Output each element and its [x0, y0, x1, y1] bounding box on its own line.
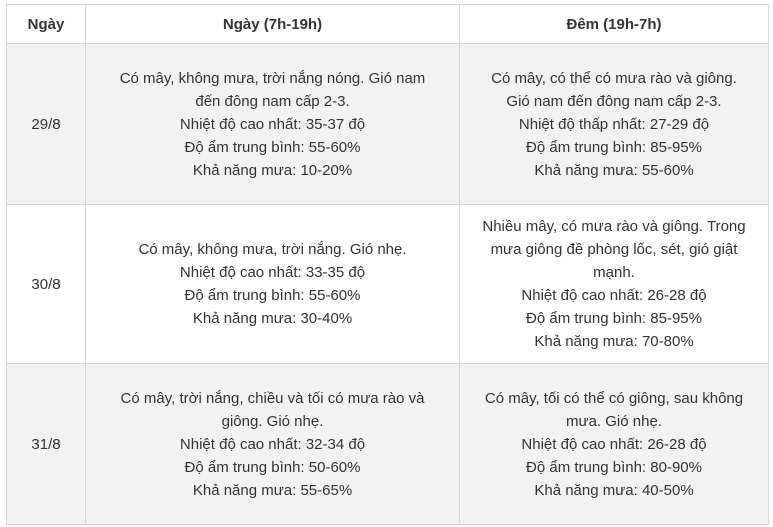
table-row: [7, 364, 769, 525]
forecast-line: Độ ẩm trung bình: 55-60%: [184, 287, 361, 304]
forecast-line: Có mây, tối có thể có giông, sau không: [484, 389, 744, 407]
table-row: [7, 44, 769, 205]
forecast-line: Độ ẩm trung bình: 50-60%: [184, 458, 361, 476]
daytime-forecast-cell: [86, 364, 460, 525]
forecast-line: Nhiệt độ thấp nhất: 27-29 độ: [518, 115, 710, 133]
date-cell: 31/8: [7, 364, 86, 525]
forecast-line: giông. Gió nhẹ.: [221, 412, 324, 430]
forecast-line: Khả năng mưa: 55-60%: [534, 161, 694, 179]
date-cell: 30/8: [7, 205, 86, 364]
forecast-line: Có mây, trời nắng, chiều và tối có mưa rào và: [120, 389, 425, 407]
forecast-line: Nhiệt độ cao nhất: 35-37 độ: [179, 115, 366, 133]
forecast-line: Khả năng mưa: 40-50%: [534, 481, 694, 499]
forecast-line: Độ ẩm trung bình: 85-95%: [526, 138, 702, 156]
nighttime-forecast-cell: [460, 44, 769, 205]
forecast-line: Có mây, có thể có mưa rào và giông.: [491, 69, 737, 87]
table-header: [7, 5, 769, 44]
forecast-line: Có mây, không mưa, trời nắng. Gió nhẹ.: [138, 241, 407, 258]
forecast-line: Độ ẩm trung bình: 85-95%: [526, 310, 702, 327]
weather-forecast-table: [6, 4, 769, 525]
daytime-forecast-cell: [86, 205, 460, 364]
forecast-line: đến đông nam cấp 2-3.: [195, 92, 350, 110]
forecast-line: Có mây, không mưa, trời nắng nóng. Gió nam: [119, 69, 426, 87]
table-body: [7, 44, 769, 525]
date-cell: 29/8: [7, 44, 86, 205]
forecast-line: mưa giông đề phòng lốc, sét, gió giật: [490, 241, 738, 258]
forecast-line: Khả năng mưa: 30-40%: [192, 310, 353, 327]
nighttime-forecast-cell: [460, 205, 769, 364]
forecast-line: mạnh.: [593, 264, 635, 281]
forecast-line: Khả năng mưa: 55-65%: [192, 481, 353, 499]
forecast-line: Nhiệt độ cao nhất: 33-35 độ: [179, 264, 366, 281]
forecast-line: mưa. Gió nhẹ.: [566, 412, 662, 430]
forecast-line: Nhiệt độ cao nhất: 32-34 độ: [179, 435, 366, 453]
forecast-line: Nhiệt độ cao nhất: 26-28 độ: [521, 435, 707, 453]
header-date: Ngày: [7, 5, 86, 44]
forecast-line: Độ ẩm trung bình: 55-60%: [184, 138, 361, 156]
header-daytime: Ngày (7h-19h): [86, 5, 460, 44]
daytime-forecast-cell: [86, 44, 460, 205]
forecast-line: Nhiệt độ cao nhất: 26-28 độ: [521, 287, 707, 304]
forecast-line: Khả năng mưa: 10-20%: [192, 161, 353, 179]
header-row: [7, 5, 769, 44]
table-row: [7, 205, 769, 364]
forecast-line: Khả năng mưa: 70-80%: [534, 333, 694, 350]
forecast-line: Gió nam đến đông nam cấp 2-3.: [506, 92, 722, 110]
nighttime-forecast-cell: [460, 364, 769, 525]
header-nighttime: Đêm (19h-7h): [460, 5, 769, 44]
forecast-line: Nhiều mây, có mưa rào và giông. Trong: [482, 218, 746, 235]
forecast-line: Độ ẩm trung bình: 80-90%: [526, 458, 702, 476]
